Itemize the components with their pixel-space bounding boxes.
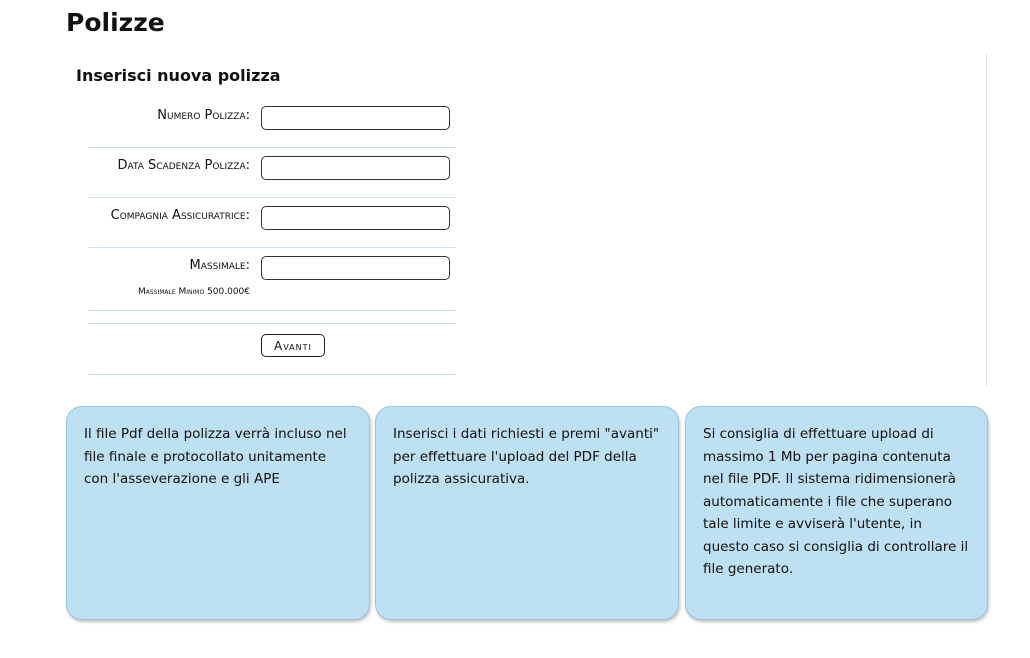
form-section-title: Inserisci nuova polizza [76,66,281,85]
form-row-data-scadenza [88,148,456,198]
form-row-numero-polizza [88,98,456,148]
form-spacer-row [88,311,456,324]
avanti-button[interactable]: Avanti [261,334,325,357]
compagnia-label: Compagnia Assicuratrice: [88,198,256,248]
numero-polizza-label: Numero Polizza: [88,98,256,148]
massimale-label: Massimale: [189,258,250,273]
info-box-instructions: Inserisci i dati richiesti e premi "avanti" per effettuare l'upload del PDF della polizza assicurativa. [375,406,679,620]
new-policy-form [76,64,456,375]
page-title: Polizze [66,8,165,37]
info-box-pdf-inclusion: Il file Pdf della polizza verrà incluso nel file finale e protocollato unitamente con l'asseverazione e gli APE [66,406,370,620]
form-row-massimale [88,248,456,311]
massimale-hint: Massimale Minimo 500.000€ [137,287,250,297]
form-row-submit [88,324,456,375]
compagnia-input[interactable] [261,206,450,230]
form-table [88,98,456,375]
massimale-input[interactable] [261,256,450,280]
form-row-compagnia [88,198,456,248]
data-scadenza-input[interactable] [261,156,450,180]
right-divider [986,54,987,386]
numero-polizza-input[interactable] [261,106,450,130]
info-box-upload-size: Si consiglia di effettuare upload di massimo 1 Mb per pagina contenuta nel file PDF. Il sistema ridimensionerà automaticamente i file che superano tale limite e avviserà l'utente, in questo caso si consiglia di controllare il file generato. [685,406,988,620]
data-scadenza-label: Data Scadenza Polizza: [88,148,256,198]
